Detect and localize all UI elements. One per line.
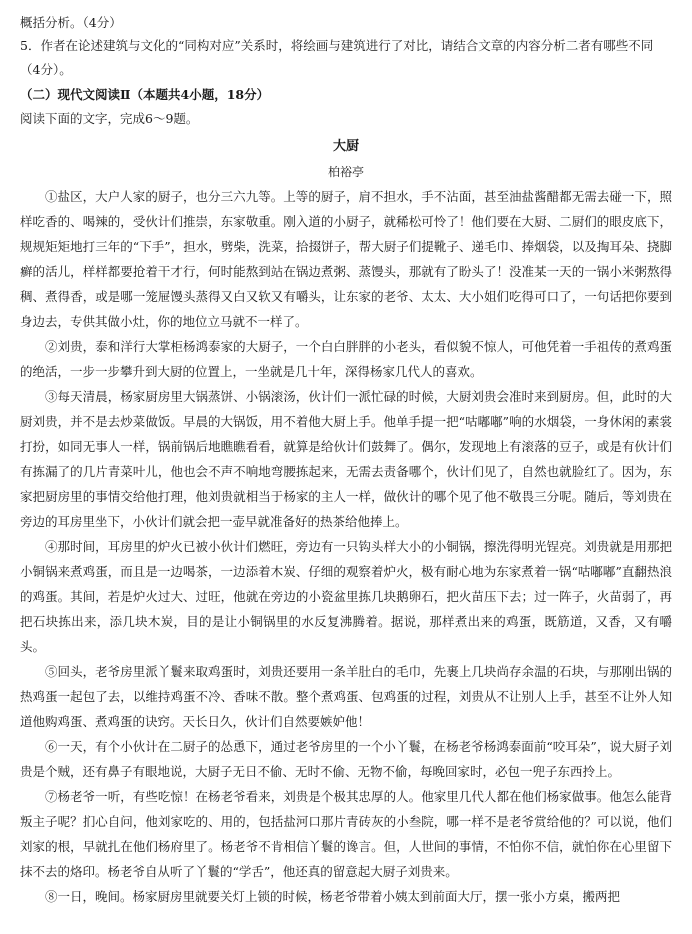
paragraph: ④那时间，耳房里的炉火已被小伙计们燃旺，旁边有一只钩头样大小的小铜锅，擦洗得明光锃亮。刘贵就是用那把小铜锅来煮鸡蛋，而且是一边喝茶，一边添着木炭、仔细的观察着炉火，极有耐心地为东家煮着一锅“咕嘟嘟”直翻热浪的鸡蛋。其间，若是炉火过大、过旺，他就在旁边的小瓷盆里拣几块鹅卵石，把火苗压下去；过一阵子，火苗弱了，再把石块拣出来，添几块木炭，目的是让小铜锅里的水反复沸腾着。据说，那样煮出来的鸡蛋，既筋道，又香，又有嚼头。 xyxy=(20,539,672,654)
paragraph: ③每天清晨，杨家厨房里大锅蒸饼、小锅滚汤，伙计们一派忙碌的时候，大厨刘贵会准时来到厨房。但，此时的大厨刘贵，并不是去炒菜做饭。早晨的大锅饭，用不着他大厨上手。他单手提一把“咕嘟嘟”响的水烟袋，一身休闲的素裳打扮，如同无事人一样，锅前锅后地瞧瞧看看，就算是给伙计们鼓舞了。偶尔，发现地上有滚落的豆子，或是有伙计们有拣漏了的几片青菜叶儿，他也会不声不响地弯腰拣起来，无需去责备哪个，伙计们见了，自然也就脸红了。因为，东家把厨房里的事情交给他打理，他刘贵就相当于杨家的主人一样，做伙计的哪个见了他不敬畏三分呢。随后，等刘贵在旁边的耳房里坐下，小伙计们就会把一壶早就准备好的热茶给他捧上。 xyxy=(20,389,672,529)
paragraph: ⑧一日，晚间。杨家厨房里就要关灯上锁的时候，杨老爷带着小姨太到前面大厅，摆一张小方桌，搬两把 xyxy=(45,889,621,904)
paragraph: ⑤回头，老爷房里派丫鬟来取鸡蛋时，刘贵还要用一条羊肚白的毛巾，先裹上几块尚存余温的石块，与那刚出锅的热鸡蛋一起包了去，以维持鸡蛋不冷、香味不散。整个煮鸡蛋、包鸡蛋的过程，刘贵从不让别人上手，甚至不让外人知道他购鸡蛋、煮鸡蛋的诀窍。天长日久，伙计们自然要嫉妒他！ xyxy=(20,664,672,729)
question-5: 5．作者在论述建筑与文化的“同构对应”关系时，将绘画与建筑进行了对比，请结合文章的内容分析二者有哪些不同（4分）。 xyxy=(20,38,654,77)
article-title: 大厨 xyxy=(332,139,359,154)
paragraph: ②刘贵，泰和洋行大掌柜杨鸿泰家的大厨子，一个白白胖胖的小老头，看似貌不惊人，可他凭着一手祖传的煮鸡蛋的绝活，一步一步攀升到大厨的位置上，一坐就是几十年，深得杨家几代人的喜欢。 xyxy=(20,339,672,379)
paragraph: ①盐区，大户人家的厨子，也分三六九等。上等的厨子，肩不担水，手不沾面，甚至油盐酱醋都无需去碰一下，照样吃香的、喝辣的，受伙计们推崇，东家敬重。刚入道的小厨子，就稀松可怜了！他们要在大厨、二厨们的眼皮底下，规规矩矩地打三年的“下手”，担水，劈柴，洗菜，拾掇饼子，帮大厨子们提靴子、递毛巾、捧烟袋，以及掏耳朵、挠脚癣的活儿，样样都要抢着干才行，何时能熬到站在锅边煮粥、蒸馒头，那就有了盼头了！没准某一天的一锅小米粥熬得稠、煮得香，或是哪一笼屉馒头蒸得又白又软又有嚼头，让东家的老爷、太太、大小姐们吃得可口了，一句话把你要到身边去，专供其做小灶，你的地位立马就不一样了。 xyxy=(20,189,672,329)
paragraph: ⑦杨老爷一听，有些吃惊！在杨老爷看来，刘贵是个极其忠厚的人。他家里几代人都在他们杨家做事。他怎么能背叛主子呢？扪心自问，他刘家吃的、用的，包括盐河口那片青砖灰的小叁院，哪一样不是老爷赏给他的？可以说，他们刘家的根，早就扎在他们杨府里了。杨老爷不肯相信丫鬟的谗言。但，人世间的事情，不怕你不信，就怕你在心里留下抹不去的烙印。杨老爷自从听了丫鬟的“学舌”，他还真的留意起大厨子刘贵来。 xyxy=(20,789,672,879)
section-heading: （二）现代文阅读Ⅱ（本题共4小题，18分） xyxy=(20,87,270,102)
article-author: 柏裕亭 xyxy=(327,165,364,179)
question-4-tail: 概括分析。（4分） xyxy=(20,15,122,30)
section-instruction: 阅读下面的文字，完成6～9题。 xyxy=(20,111,199,126)
paragraph: ⑥一天，有个小伙计在二厨子的怂恿下，通过老爷房里的一个小丫鬟，在杨老爷杨鸿泰面前“咬耳朵”，说大厨子刘贵是个贼，还有鼻子有眼地说，大厨子无日不偷、无时不偷、无物不偷，每晚回家时，必包一兜子东西拎上。 xyxy=(20,739,672,779)
